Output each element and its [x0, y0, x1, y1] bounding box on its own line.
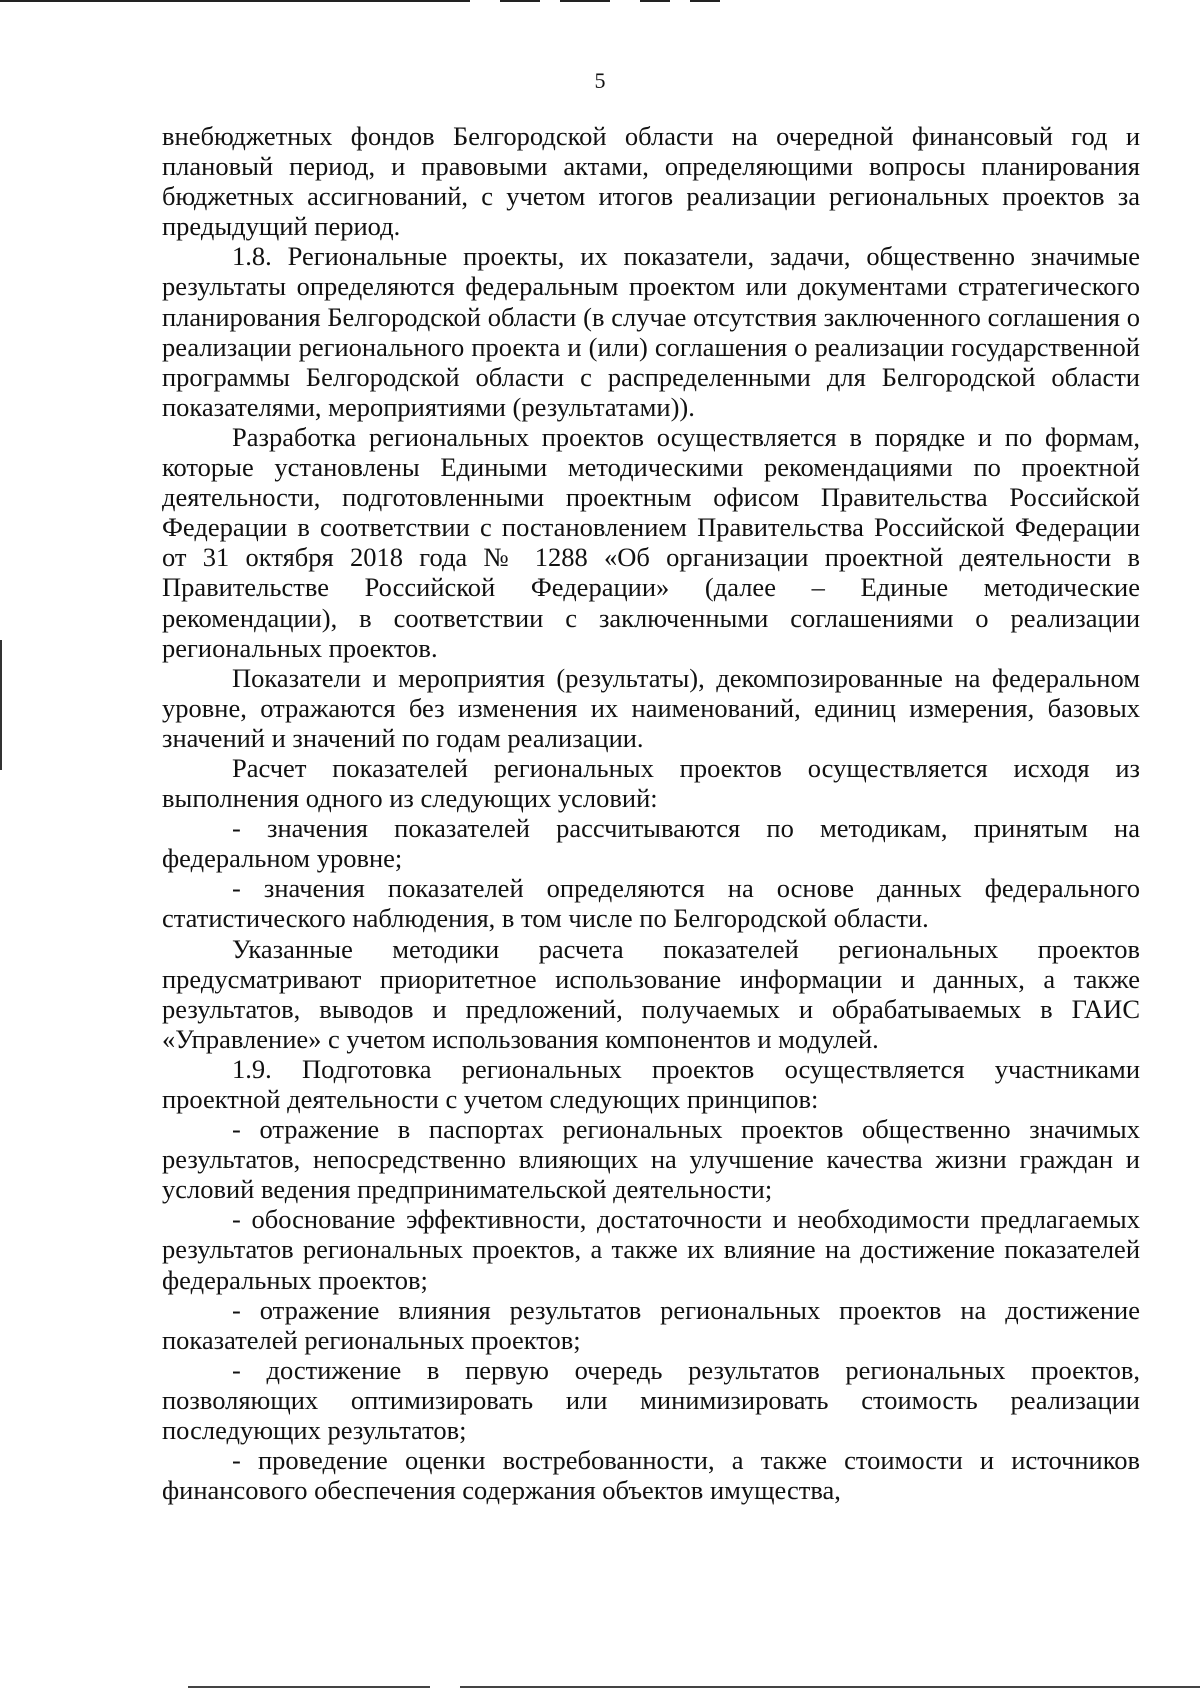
scan-artifact-top-line: [690, 0, 720, 2]
paragraph: Расчет показателей региональных проектов осуществляется исходя из выполнения одного из следующих условий:: [162, 752, 1140, 814]
paragraph: Показатели и мероприятия (результаты), декомпозированные на федеральном уровне, отражаются без изменения их наименований, единиц измерения, базовых значений и значений по годам реализации.: [162, 662, 1140, 753]
list-item: - значения показателей определяются на основе данных федерального статистического наблюдения, в том числе по Белгородской области.: [162, 873, 1140, 934]
scan-artifact-left-line: [0, 640, 2, 770]
scan-artifact-top-line: [640, 0, 670, 2]
list-item: - проведение оценки востребованности, а также стоимости и источников финансового обеспечения содержания объектов имущества,: [162, 1445, 1140, 1506]
paragraph: 1.8. Региональные проекты, их показатели, задачи, общественно значимые результаты определяются федеральным проектом или документами стратегического планирования Белгородской области (в случае отсутствия заключенного соглашения о реализации регионального проекта и (или) соглашения о реализации государственной программы Белгородской области с распределенными для Белгородской области показателями, мероприятиями (результатами)).: [162, 241, 1140, 422]
paragraph: 1.9. Подготовка региональных проектов осуществляется участниками проектной деятельности с учетом следующих принципов:: [162, 1053, 1140, 1114]
scan-artifact-bottom-line: [188, 1686, 430, 1688]
paragraph: Указанные методики расчета показателей региональных проектов предусматривают приоритетное использование информации и данных, а также результатов, выводов и предложений, получаемых и обрабатываемых в ГАИС «Управление» с учетом использования компонентов и модулей.: [162, 933, 1140, 1054]
page-number: 5: [594, 68, 606, 93]
list-item: - обоснование эффективности, достаточности и необходимости предлагаемых результатов региональных проектов, а также их влияние на достижение показателей федеральных проектов;: [162, 1204, 1140, 1295]
document-body: [162, 121, 1140, 1505]
paragraph: Разработка региональных проектов осуществляется в порядке и по формам, которые установлены Едиными методическими рекомендациями по проектной деятельности, подготовленными проектным офисом Правительства Российской Федерации в соответствии с постановлением Правительства Российской Федерации от 31 октября 2018 года № 1288 «Об организации проектной деятельности в Правительстве Российской Федерации» (далее – Единые методические рекомендации), в соответствии с заключенными соглашениями о реализации региональных проектов.: [162, 421, 1140, 663]
scan-artifact-top-line: [500, 0, 540, 2]
list-item: - отражение в паспортах региональных проектов общественно значимых результатов, непосредственно влияющих на улучшение качества жизни граждан и условий ведения предпринимательской деятельности;: [162, 1114, 1140, 1205]
scan-artifact-top-line: [0, 0, 470, 2]
list-item: - значения показателей рассчитываются по методикам, принятым на федеральном уровне;: [162, 813, 1140, 874]
paragraph: внебюджетных фондов Белгородской области на очередной финансовый год и плановый период, и правовыми актами, определяющими вопросы планирования бюджетных ассигнований, с учетом итогов реализации региональных проектов за предыдущий период.: [162, 121, 1140, 242]
scan-artifact-bottom-line: [460, 1686, 1200, 1688]
list-item: - отражение влияния результатов региональных проектов на достижение показателей региональных проектов;: [162, 1294, 1140, 1355]
list-item: - достижение в первую очередь результатов региональных проектов, позволяющих оптимизировать или минимизировать стоимость реализации последующих результатов;: [162, 1354, 1140, 1446]
scan-artifact-top-line: [560, 0, 610, 2]
